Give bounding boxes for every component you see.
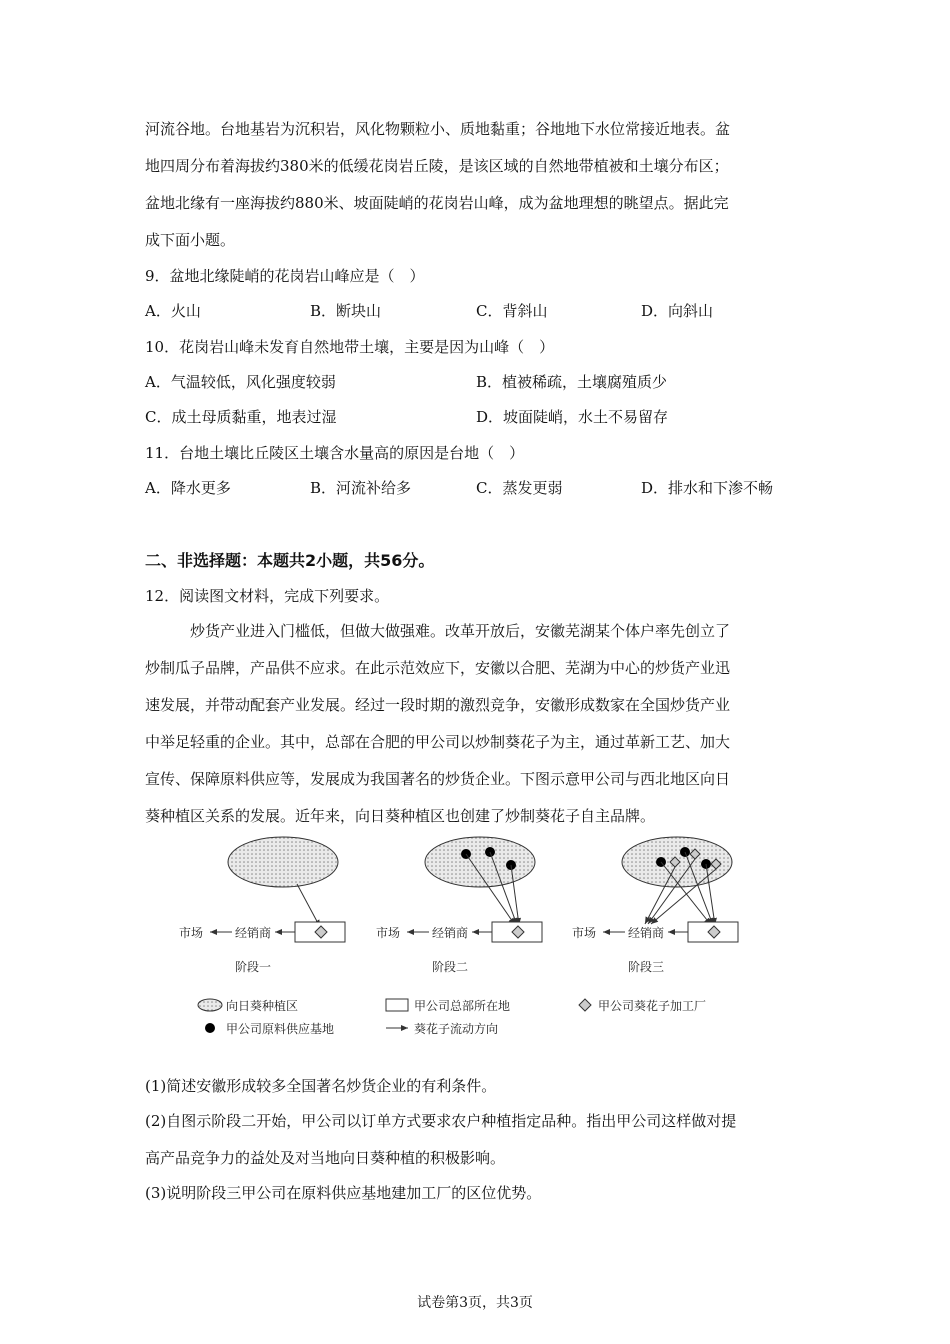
page-footer: 试卷第3页，共3页 [417,1295,533,1311]
stage-3-dealer-label: 经销商 [628,926,665,940]
q10-option-b[interactable]: B．植被稀疏，土壤腐殖质少 [476,373,668,391]
legend-planting-icon [198,999,222,1011]
stage-2-panel [376,837,542,974]
q12-stem: 12．阅读图文材料，完成下列要求。 [145,587,390,605]
legend-factory-icon [579,999,591,1011]
q12-sub-1: (1)简述安徽形成较多全国著名炒货企业的有利条件。 [145,1077,497,1095]
q12-para-line-2: 炒制瓜子品牌，产品供不应求。在此示范效应下，安徽以合肥、芜湖为中心的炒货产业迅 [145,659,731,677]
stage-1-dealer-label: 经销商 [235,926,272,940]
legend-hq-icon [386,999,408,1011]
q11-option-d[interactable]: D．排水和下渗不畅 [641,479,774,497]
q12-para-line-4: 中举足轻重的企业。其中，总部在合肥的甲公司以炒制葵花子为主，通过革新工艺、加大 [145,733,731,751]
q12-sub-3: (3)说明阶段三甲公司在原料供应基地建加工厂的区位优势。 [145,1184,542,1202]
q12-sub-2-line-1: (2)自图示阶段二开始，甲公司以订单方式要求农户种植指定品种。指出甲公司这样做对提 [145,1112,737,1130]
stage-2-market-label: 市场 [376,926,401,940]
q9-option-c[interactable]: C．背斜山 [476,302,548,320]
legend-hq-label: 甲公司总部所在地 [414,999,511,1013]
intro-line-1: 河流谷地。台地基岩为沉积岩，风化物颗粒小、质地黏重；谷地地下水位常接近地表。盆 [145,120,731,138]
legend-flow-label: 葵花子流动方向 [414,1022,499,1036]
q11-option-c[interactable]: C．蒸发更弱 [476,479,563,497]
q12-para-line-3: 速发展，并带动配套产业发展。经过一段时期的激烈竞争，安徽形成数家在全国炒货产业 [145,696,731,714]
q11-stem: 11．台地土壤比丘陵区土壤含水量高的原因是台地（ ） [145,444,525,462]
legend-base-icon [205,1023,215,1033]
stage-3-market-label: 市场 [572,926,597,940]
stage-3-panel [572,837,738,974]
stage-diagram [150,832,770,1047]
section-heading: 二、非选择题：本题共2小题，共56分。 [145,551,435,570]
q12-para-line-1: 炒货产业进入门槛低，但做大做强难。改革开放后，安徽芜湖某个体户率先创立了 [190,622,731,640]
q11-option-a[interactable]: A．降水更多 [145,479,231,497]
intro-line-4: 成下面小题。 [145,231,236,249]
legend-base-label: 甲公司原料供应基地 [226,1022,335,1036]
q10-option-a[interactable]: A．气温较低，风化强度较弱 [145,373,336,391]
q12-sub-2-line-2: 高产品竞争力的益处及对当地向日葵种植的积极影响。 [145,1149,506,1167]
intro-line-2: 地四周分布着海拔约380米的低缓花岗岩丘陵，是该区域的自然地带植被和土壤分布区； [145,157,729,175]
q10-stem: 10．花岗岩山峰未发育自然地带土壤，主要是因为山峰（ ） [145,338,555,356]
q10-option-c[interactable]: C．成土母质黏重，地表过湿 [145,408,337,426]
stage-2-planting-area [425,837,535,887]
stage-1-market-label: 市场 [179,926,204,940]
q12-para-line-6: 葵种植区关系的发展。近年来，向日葵种植区也创建了炒制葵花子自主品牌。 [145,807,656,825]
q11-option-b[interactable]: B．河流补给多 [310,479,412,497]
q10-option-d[interactable]: D．坡面陡峭，水土不易留存 [476,408,669,426]
stage-2-dealer-label: 经销商 [432,926,469,940]
stage-2-label: 阶段二 [432,960,469,974]
q9-option-a[interactable]: A．火山 [145,302,201,320]
stage-1-planting-area [228,837,338,887]
q9-stem: 9．盆地北缘陡峭的花岗岩山峰应是（ ） [145,267,425,285]
intro-line-3: 盆地北缘有一座海拔约880米、坡面陡峭的花岗岩山峰，成为盆地理想的眺望点。据此完 [145,194,729,212]
stage-1-label: 阶段一 [235,960,272,974]
stage-1-panel [179,837,345,974]
legend-planting-label: 向日葵种植区 [226,999,299,1013]
q12-para-line-5: 宣传、保障原料供应等，发展成为我国著名的炒货企业。下图示意甲公司与西北地区向日 [145,770,731,788]
stage-3-label: 阶段三 [628,960,665,974]
q9-option-d[interactable]: D．向斜山 [641,302,714,320]
legend-factory-label: 甲公司葵花子加工厂 [598,999,707,1013]
diagram-legend [198,998,706,1036]
q9-option-b[interactable]: B．断块山 [310,302,382,320]
